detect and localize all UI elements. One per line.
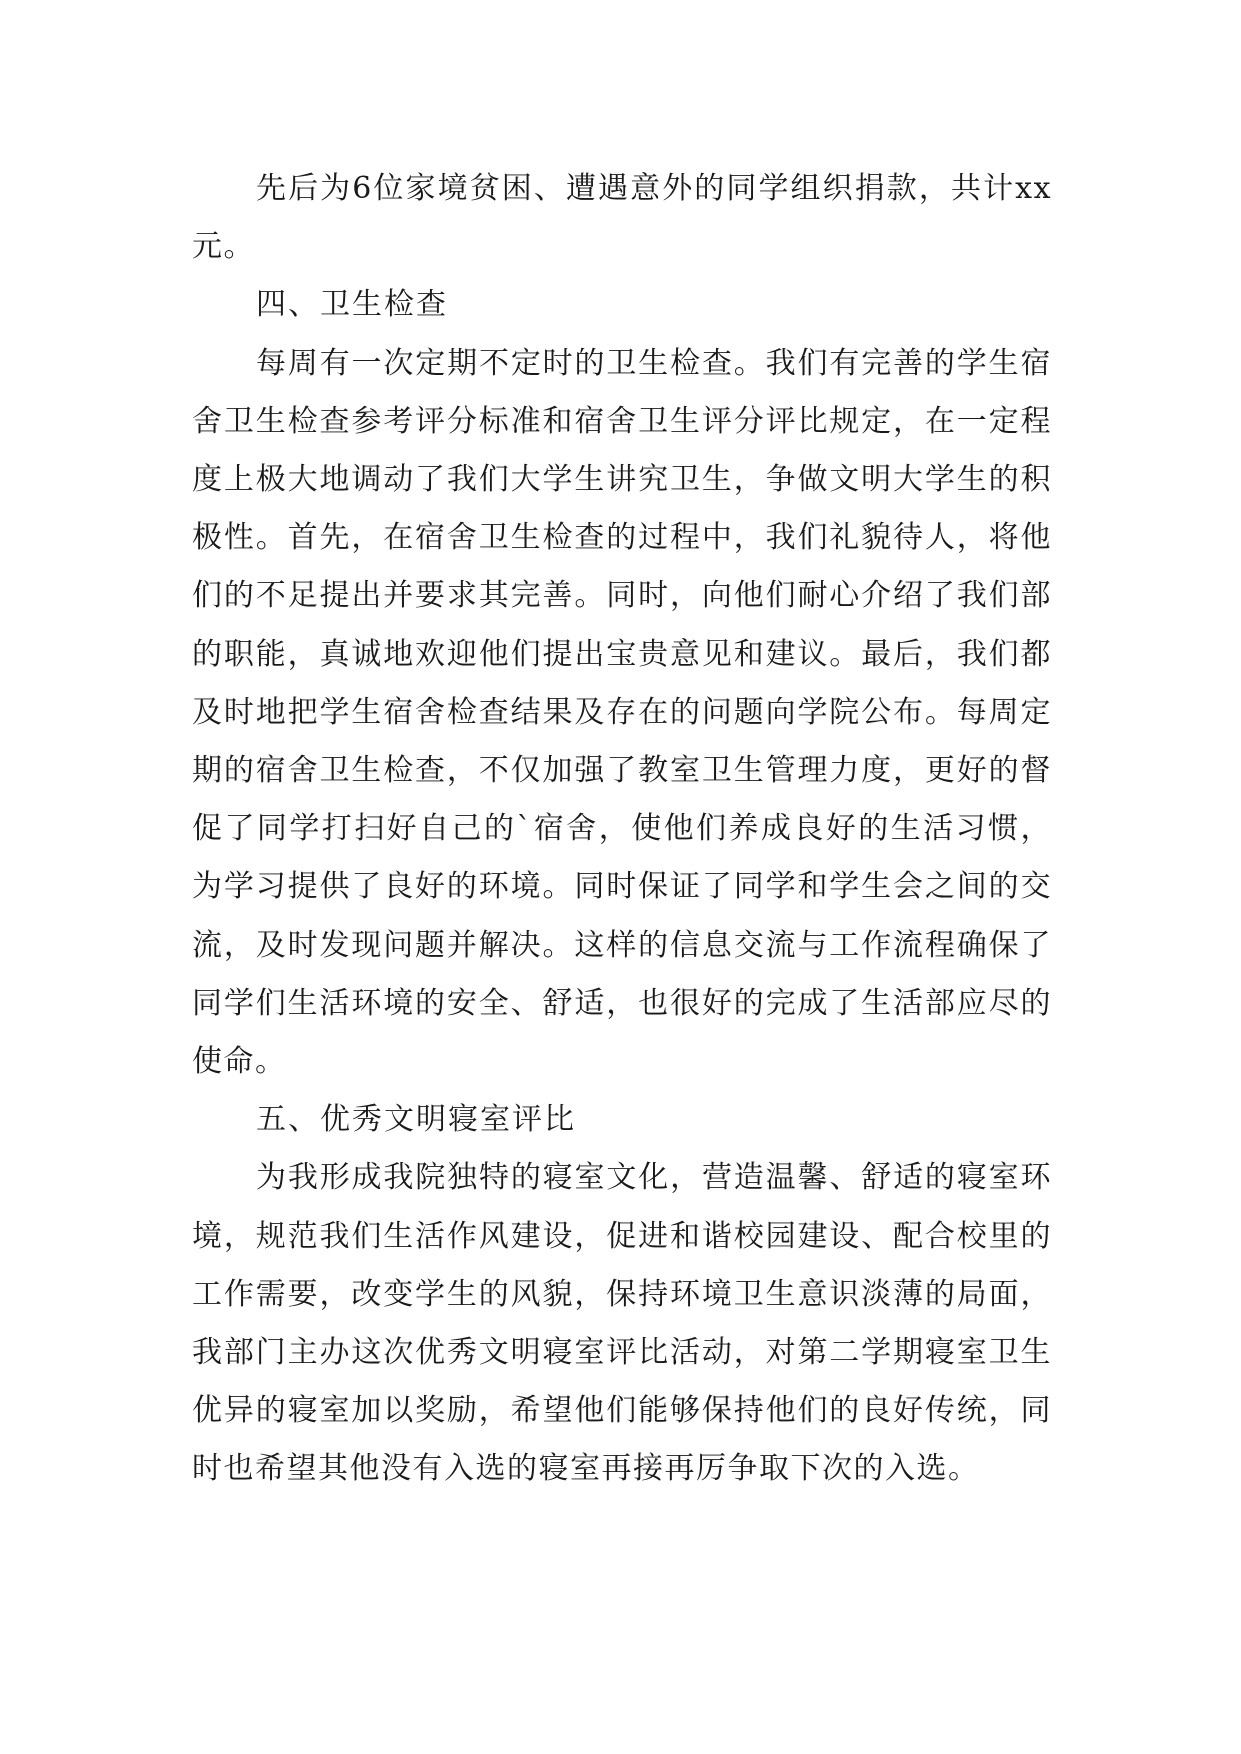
paragraph-hygiene-inspection: 每周有一次定期不定时的卫生检查。我们有完善的学生宿舍卫生检查参考评分标准和宿舍卫生评分评比规定，在一定程度上极大地调动了我们大学生讲究卫生，争做文明大学生的积极性。首先，在宿舍卫生检查的过程中，我们礼貌待人，将他们的不足提出并要求其完善。同时，向他们耐心介绍了我们部的职能，真诚地欢迎他们提出宝贵意见和建议。最后，我们都及时地把学生宿舍检查结果及存在的问题向学院公布。每周定期的宿舍卫生检查，不仅加强了教室卫生管理力度，更好的督促了同学打扫好自己的`宿舍，使他们养成良好的生活习惯，为学习提供了良好的环境。同时保证了同学和学生会之间的交流，及时发现问题并解决。这样的信息交流与工作流程确保了同学们生活环境的安全、舒适，也很好的完成了生活部应尽的使命。 (192, 345, 1052, 1080)
section-heading-hygiene-inspection: 四、卫生检查 (256, 287, 448, 323)
paragraph-donation: 先后为6位家境贫困、遭遇意外的同学组织捐款，共计xx元。 (192, 171, 1052, 265)
document-body (192, 160, 1052, 1499)
paragraph-dorm-evaluation: 为我形成我院独特的寝室文化，营造温馨、舒适的寝室环境，规范我们生活作风建设，促进和谐校园建设、配合校里的工作需要，改变学生的风貌，保持环境卫生意识淡薄的局面，我部门主办这次优秀文明寝室评比活动，对第二学期寝室卫生优异的寝室加以奖励，希望他们能够保持他们的良好传统，同时也希望其他没有入选的寝室再接再厉争取下次的入选。 (192, 1160, 1052, 1487)
section-heading-dorm-evaluation: 五、优秀文明寝室评比 (256, 1102, 576, 1138)
